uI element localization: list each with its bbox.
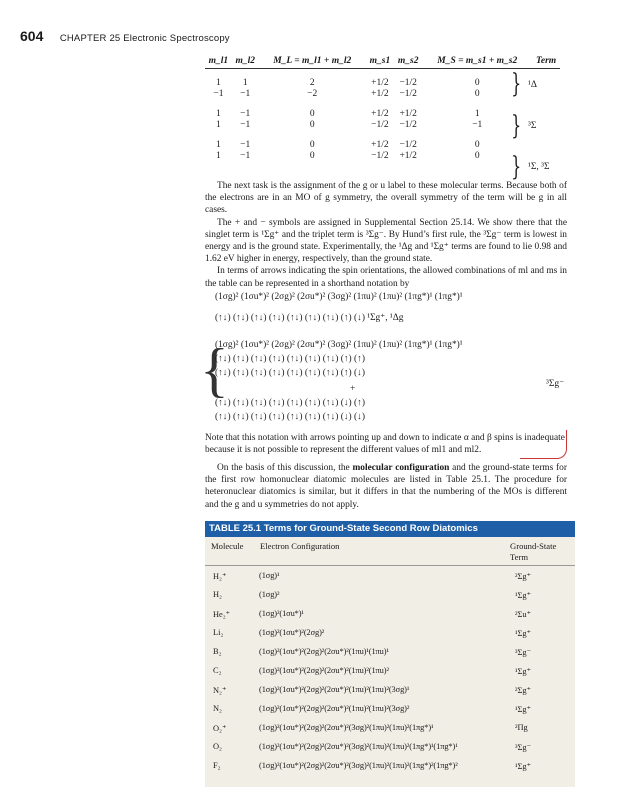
annotation-mark-icon <box>520 430 567 459</box>
chapter-title: CHAPTER 25 Electronic Spectroscopy <box>59 33 230 44</box>
col-MS: M_S = m_s1 + m_s2 <box>422 54 532 69</box>
header-configuration: Electron Configuration <box>260 541 340 551</box>
plus-sign: + <box>350 384 356 394</box>
col-ml1: m_l1 <box>205 54 232 69</box>
page-number: 604 <box>20 28 44 44</box>
brace-icon: } <box>511 152 522 182</box>
header-molecule: Molecule <box>211 541 244 551</box>
body-text <box>205 180 567 290</box>
table-row: H₂⁺ (1σg)¹ ²Σg⁺ <box>213 571 531 581</box>
col-ML: M_L = m_l1 + m_l2 <box>259 54 366 69</box>
config-term: ³Σg⁻ <box>546 379 565 389</box>
term-label-delta: ¹Δ <box>528 80 537 90</box>
table-title: TABLE 25.1 Terms for Ground-State Second Row Diatomics <box>205 521 575 537</box>
config-arrows: (↑↓) (↑↓) (↑↓) (↑↓) (↑↓) (↑↓) (↑↓) (↑) (↓) ¹Σg⁺, ¹Δg <box>215 313 404 323</box>
paragraph-config: On the basis of this discussion, the molecular configuration and the ground-state terms for the first row homonuclear diatomic molecules are listed in Table 25.1. The procedure for heteronuclear diatomics is similar, but it differs in that the numbering of the MOs is different and the g and u symmetries do not apply. <box>205 463 567 510</box>
bold-term: molecular configuration <box>352 463 450 473</box>
config-line: (1σg)² (1σu*)² (2σg)² (2σu*)² (3σg)² (1πu)² (1πu)² (1πg*)¹ (1πg*)¹ <box>215 292 463 302</box>
table-row: F₂ (1σg)²(1σu*)²(2σg)²(2σu*)²(3σg)²(1πu)²(1πu)²(1πg*)²(1πg*)² ¹Σg⁺ <box>213 761 531 771</box>
table-row: O₂ (1σg)²(1σu*)²(2σg)²(2σu*)²(3σg)²(1πu)²(1πu)²(1πg*)¹(1πg*)¹ ³Σg⁻ <box>213 742 531 752</box>
config-arrows: (↑↓) (↑↓) (↑↓) (↑↓) (↑↓) (↑↓) (↑↓) (↓) (↑) <box>215 398 365 408</box>
config-arrows: (↑↓) (↑↓) (↑↓) (↑↓) (↑↓) (↑↓) (↑↓) (↓) (↓) <box>215 412 365 422</box>
col-ms1: m_s1 <box>366 54 394 69</box>
table-row: C₂ (1σg)²(1σu*)²(2σg)²(2σu*)²(1πu)²(1πu)² ¹Σg⁺ <box>213 666 531 676</box>
term-label-triplet: ³Σ <box>528 121 537 131</box>
brace-icon: } <box>511 69 522 99</box>
ground-state-table <box>205 537 575 787</box>
config-arrows: (↑↓) (↑↓) (↑↓) (↑↓) (↑↓) (↑↓) (↑↓) (↑) (↓) <box>215 368 365 378</box>
brace-icon: } <box>511 111 522 141</box>
col-ml2: m_l2 <box>232 54 259 69</box>
paragraph: The next task is the assignment of the g or u label to these molecular terms. Because both of the electrons are in an MO of g symmetry, the overall symmetry of the term will be g in all cases. <box>205 181 567 216</box>
page-header <box>20 28 230 46</box>
header-term: Ground-State Term <box>510 541 557 562</box>
table-header <box>205 537 575 566</box>
note-text: Note that this notation with arrows pointing up and down to indicate α and β spins is inadequate because it is not possible to represent the different values of ml1 and ml2. <box>205 433 565 456</box>
paragraph: In terms of arrows indicating the spin orientations, the allowed combinations of ml and ms in the table can be represented in a shorthand notation by <box>205 266 567 289</box>
col-ms2: m_s2 <box>394 54 422 69</box>
config-arrows: (↑↓) (↑↓) (↑↓) (↑↓) (↑↓) (↑↓) (↑↓) (↑) (↑) <box>215 354 365 364</box>
table-row: H₂ (1σg)² ¹Σg⁺ <box>213 590 531 600</box>
config-line: (1σg)² (1σu*)² (2σg)² (2σu*)² (3σg)² (1πu)² (1πu)² (1πg*)¹ (1πg*)¹ <box>215 340 463 350</box>
table-row: N₂ (1σg)²(1σu*)²(2σg)²(2σu*)²(1πu)²(1πu)²(3σg)² ¹Σg⁺ <box>213 704 531 714</box>
left-brace-icon: { <box>200 337 229 403</box>
table-row: N₂⁺ (1σg)²(1σu*)²(2σg)²(2σu*)²(1πu)²(1πu)²(3σg)¹ ²Σg⁺ <box>213 685 531 695</box>
table-row: B₂ (1σg)²(1σu*)²(2σg)²(2σu*)²(1πu)¹(1πu)¹ ³Σg⁻ <box>213 647 531 657</box>
col-term: Term <box>532 54 560 69</box>
table-row: He₂⁺ (1σg)²(1σu*)¹ ²Σu⁺ <box>213 609 531 619</box>
table-row: Li₂ (1σg)²(1σu*)²(2σg)² ¹Σg⁺ <box>213 628 531 638</box>
microstate-table: m_l1 m_l2 M_L = m_l1 + m_l2 m_s1 m_s2 M_S = m_s1 + m_s2 Term 1 1 2 +1/2 −1/2 0 −1 −1 −2 +1/2 −1/2 0 1 −1 0 +1/2 +1/2 1 1 −1 0 −1/2 −1/2 −1 1 −1 0 +1/2 −1/2 0 1 −1 0 −1/2 +1/2 0 <box>205 54 560 162</box>
table-row: O₂⁺ (1σg)²(1σu*)²(2σg)²(2σu*)²(3σg)²(1πu)²(1πu)²(1πg*)¹ ²Πg <box>213 723 528 733</box>
paragraph: The + and − symbols are assigned in Supplemental Section 25.14. We show there that the singlet term is ¹Σg⁺ and the triplet term is ³Σg⁻. By Hund’s first rule, the ³Σg⁻ term is lowest in energy and is the ground state. Experimentally, the ¹Δg and ¹Σg⁺ terms are found to lie 0.98 and 1.62 eV higher in energy, respectively, than the ground state. <box>205 217 567 265</box>
term-label-mixed: ¹Σ, ³Σ <box>528 162 550 172</box>
